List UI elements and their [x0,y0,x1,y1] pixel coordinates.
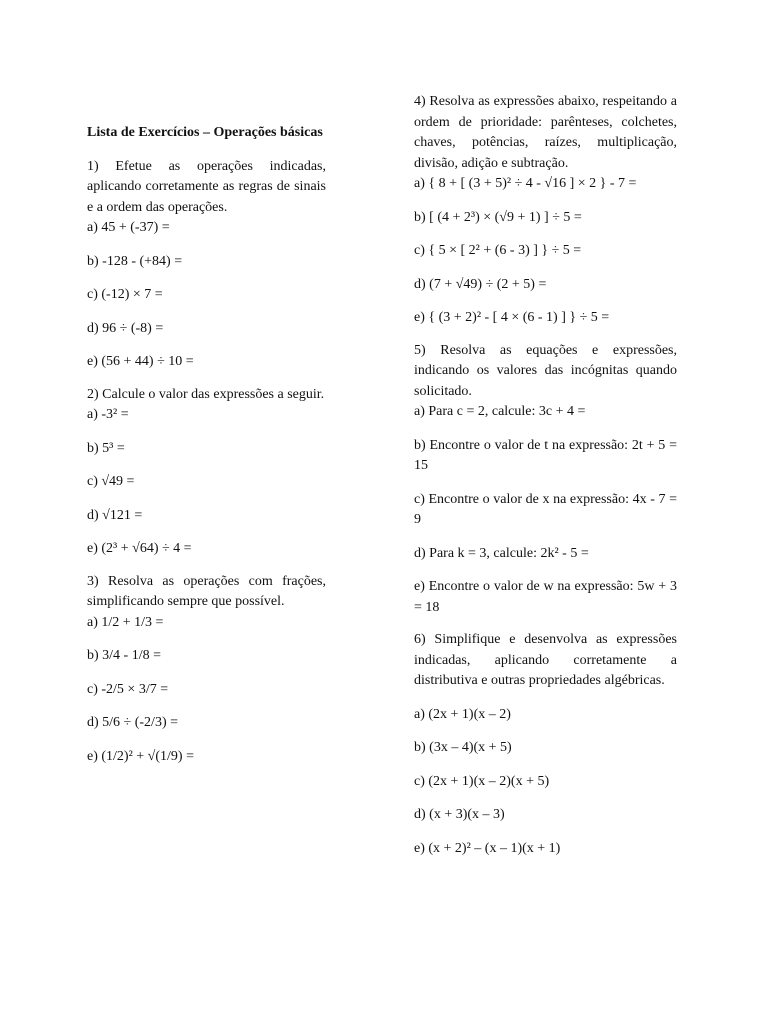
exercise-2-item-c: c) √49 = [87,474,135,489]
exercise-6-item-c: c) (2x + 1)(x – 2)(x + 5) [414,773,550,789]
exercise-2-item-b: b) 5³ = [87,440,125,456]
exercise-4-item-c: c) { 5 × [ 2² + (6 - 3) ] } ÷ 5 = [414,243,582,258]
exercise-6 [414,630,677,859]
exercise-2-item-a: a) -3² = [87,407,129,422]
exercise-6-item-e: e) (x + 2)² – (x – 1)(x + 1) [414,840,561,856]
exercise-2-instructions: 2) Calcule o valor das expressões a seguir. [87,386,325,402]
left-column [87,123,326,779]
exercise-5-item-b: b) Encontre o valor de t na expressão: 2t + 5 = 15 [414,437,677,473]
exercise-1-item-a: a) 45 + (-37) = [87,220,170,235]
exercise-2-item-e: e) (2³ + √64) ÷ 4 = [87,541,192,556]
exercise-6-item-a: a) (2x + 1)(x – 2) [414,706,511,722]
exercise-3-item-d: d) 5/6 ÷ (-2/3) = [87,715,179,730]
exercise-1-item-e: e) (56 + 44) ÷ 10 = [87,354,194,369]
exercise-6-item-b: b) (3x – 4)(x + 5) [414,740,512,755]
exercise-3-item-c: c) -2/5 × 3/7 = [87,681,169,697]
exercise-3-instructions: 3) Resolva as operações com frações, simplificando sempre que possível. [87,573,326,609]
exercise-3 [87,572,326,768]
exercise-4-item-d: d) (7 + √49) ÷ (2 + 5) = [414,276,547,292]
exercise-5-instructions: 5) Resolva as equações e expressões, indicando os valores das incógnitas quando solicitado. [414,342,677,399]
exercise-1-item-d: d) 96 ÷ (-8) = [87,320,164,336]
exercise-4-item-a: a) { 8 + [ (3 + 5)² ÷ 4 - √16 ] × 2 } - 7 = [414,176,637,191]
exercise-2-item-d: d) √121 = [87,507,143,523]
exercise-5-item-e: e) Encontre o valor de w na expressão: 5w + 3 = 18 [414,579,677,615]
exercise-2 [87,385,326,560]
exercise-5-item-a: a) Para c = 2, calcule: 3c + 4 = [414,404,586,419]
exercise-5 [414,341,677,619]
right-column [414,92,677,871]
exercise-5-item-d: d) Para k = 3, calcule: 2k² - 5 = [414,545,589,561]
exercise-5-item-c: c) Encontre o valor de x na expressão: 4x - 7 = 9 [414,491,677,527]
exercise-6-item-d: d) (x + 3)(x – 3) [414,807,505,822]
exercise-1 [87,157,326,373]
document-title: Lista de Exercícios – Operações básicas [87,125,323,140]
exercise-1-instructions: 1) Efetue as operações indicadas, aplicando corretamente as regras de sinais e a ordem das operações. [87,158,326,215]
exercise-1-item-c: c) (-12) × 7 = [87,287,163,302]
exercise-3-item-a: a) 1/2 + 1/3 = [87,614,164,630]
exercise-6-instructions: 6) Simplifique e desenvolva as expressões indicadas, aplicando corretamente a distributiva e outras propriedades algébricas. [414,632,677,688]
exercise-4-item-e: e) { (3 + 2)² - [ 4 × (6 - 1) ] } ÷ 5 = [414,310,610,325]
exercise-3-item-b: b) 3/4 - 1/8 = [87,648,161,663]
exercise-3-item-e: e) (1/2)² + √(1/9) = [87,748,194,764]
exercise-1-item-b: b) -128 - (+84) = [87,253,183,269]
exercise-4 [414,92,677,329]
exercise-4-instructions: 4) Resolva as expressões abaixo, respeitando a ordem de prioridade: parênteses, colchetes, chaves, potências, raízes, multiplicação, divisão, adição e subtração. [414,94,677,171]
exercise-4-item-b: b) [ (4 + 2³) × (√9 + 1) ] ÷ 5 = [414,209,582,225]
